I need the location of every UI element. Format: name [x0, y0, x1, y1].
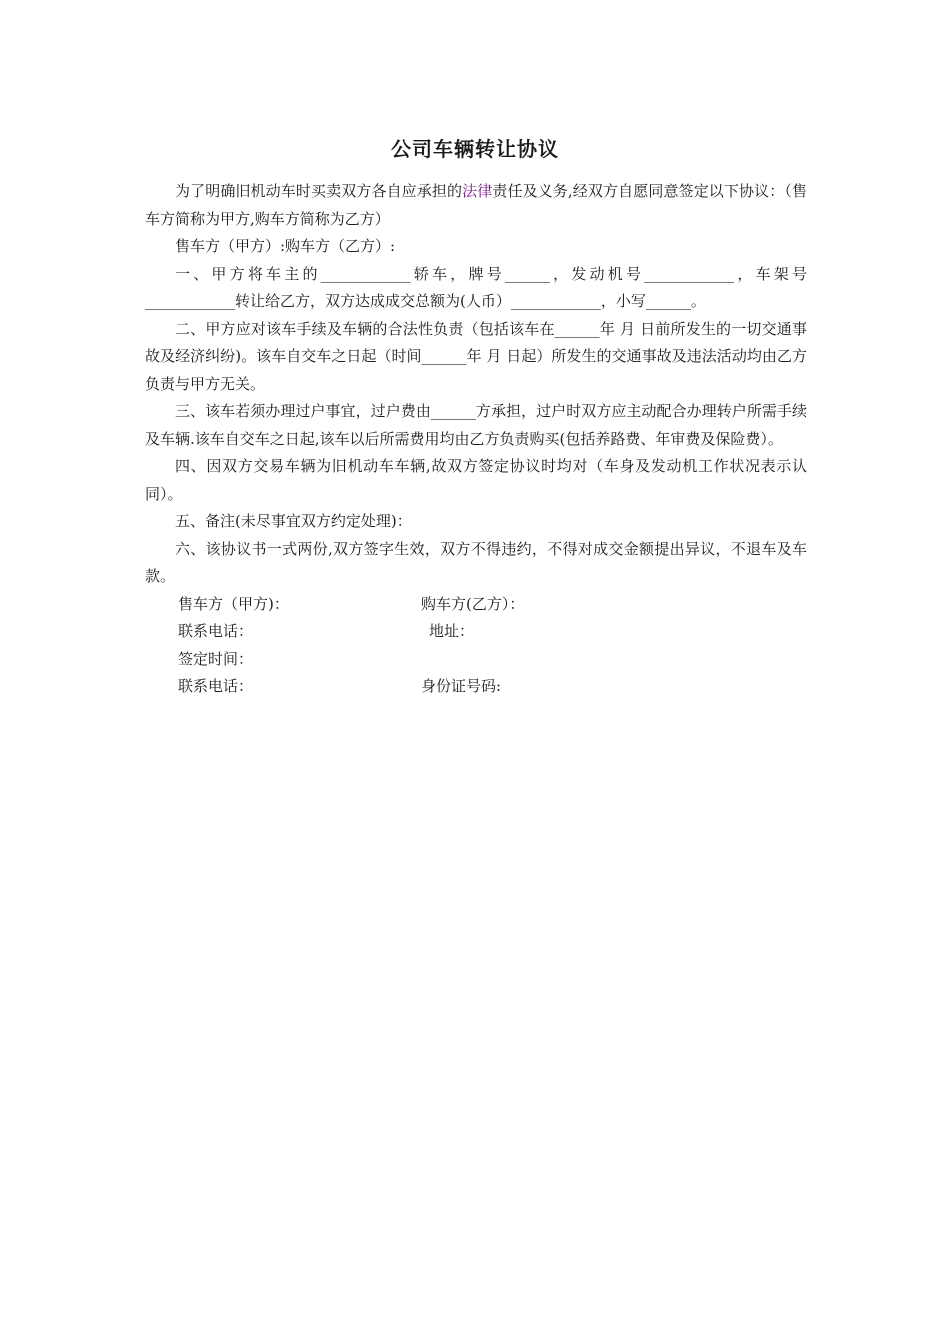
legal-link[interactable]: 法律 — [462, 182, 493, 200]
phone-label-seller: 联系电话： — [178, 622, 254, 640]
signature-row-time — [145, 646, 807, 674]
parties-line: 售车方（甲方）:购车方（乙方）: — [175, 237, 396, 255]
clause-4: 四、因双方交易车辆为旧机动车车辆,故双方签定协议时均对（车身及发动机工作状况表示认同）。 — [145, 457, 807, 503]
sign-time-label: 签定时间： — [178, 649, 254, 668]
clause-1: 一、甲方将车主的____________轿车，牌号______，发动机号____________，车架号____________转让给乙方，双方达成成交总额为(人币）____________，小写______。 — [145, 264, 807, 310]
clause-5: 五、备注(未尽事宜双方约定处理)： — [175, 512, 412, 530]
seller-label: 售车方（甲方)： — [178, 594, 289, 613]
intro-text-before: 为了明确旧机动车时买卖双方各自应承担的 — [175, 182, 463, 200]
signature-row-id — [145, 673, 807, 701]
intro-text-after: 责任及义务,经双方自愿同意签定以下协议：（售车方简称为甲方,购车方简称为乙方） — [145, 182, 807, 228]
intro-paragraph — [145, 178, 807, 233]
clause-2: 二、甲方应对该车手续及车辆的合法性负责（包括该车在______年 月 日前所发生的一切交通事故及经济纠纷)。该车自交车之日起（时间______年 月 日起）所发生的交通事故及违法活动均由乙方负责与甲方无关。 — [145, 319, 807, 393]
document-title: 公司车辆转让协议 — [391, 137, 559, 161]
clause-3: 三、该车若须办理过户事宜，过户费由______方承担，过户时双方应主动配合办理转户所需手续及车辆.该车自交车之日起,该车以后所需费用均由乙方负责购买(包括养路费、年审费及保险费）。 — [145, 402, 807, 448]
address-label: 地址： — [429, 622, 475, 640]
id-number-label: 身份证号码: — [421, 677, 502, 695]
signature-row-parties — [145, 591, 807, 619]
buyer-label: 购车方(乙方）： — [421, 594, 525, 613]
document-body — [145, 178, 807, 701]
clause-6: 六、该协议书一式两份,双方签字生效，双方不得违约，不得对成交金额提出异议，不退车及车款。 — [145, 539, 807, 585]
phone-label-buyer: 联系电话： — [178, 677, 254, 695]
signature-row-contact — [145, 618, 807, 646]
